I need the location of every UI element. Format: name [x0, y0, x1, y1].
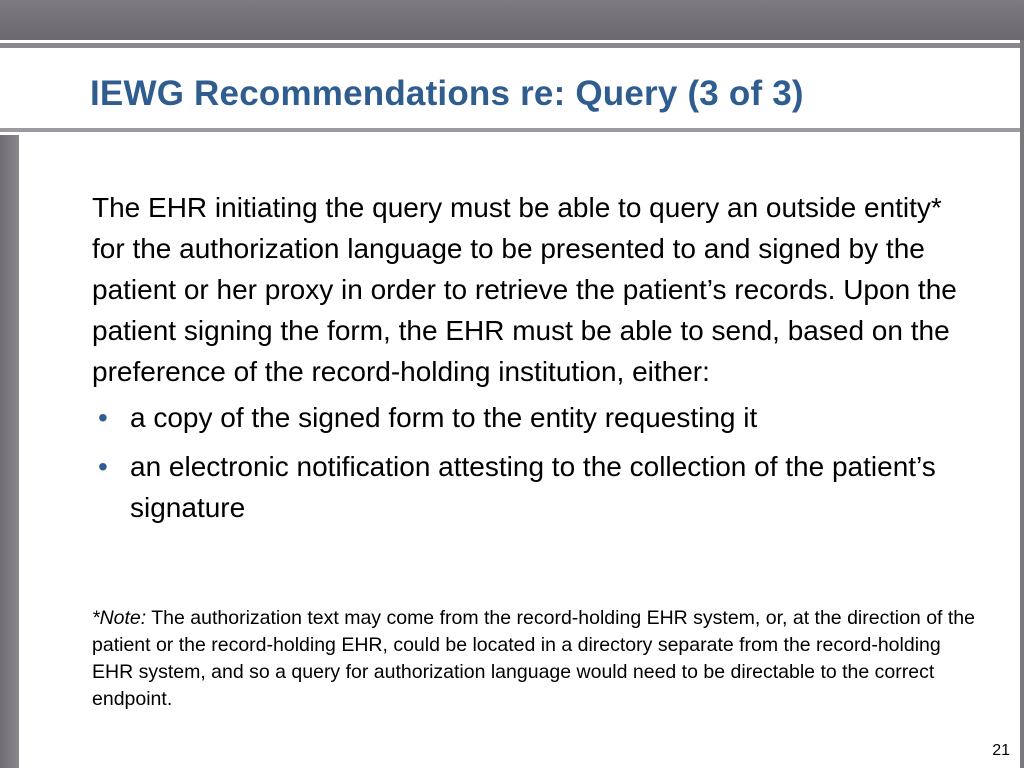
bullet-list [92, 397, 982, 528]
note-text: The authorization text may come from the record-holding EHR system, or, at the direction of the patient or the record-holding EHR, could be located in a directory separate from the record-holding EHR system, and so a query for authorization language would need to be directable to the correct endpoint. [92, 607, 975, 710]
bullet-text: a copy of the signed form to the entity requesting it [130, 402, 758, 433]
slide-body [92, 187, 982, 536]
note-label: *Note: [92, 607, 147, 629]
left-accent-bar [0, 135, 19, 768]
page-number: 21 [992, 742, 1010, 759]
bullet-icon: • [98, 402, 108, 433]
footnote [92, 605, 982, 713]
bullet-icon: • [98, 451, 108, 482]
bullet-text: an electronic notification attesting to the collection of the patient’s signature [130, 451, 936, 523]
intro-paragraph: The EHR initiating the query must be able to query an outside entity* for the authorization language to be presented to and signed by the patient or her proxy in order to retrieve the patient’s records. Upon the patient signing the form, the EHR must be able to send, based on the preference of the record-holding institution, either: [92, 192, 957, 387]
top-band [0, 0, 1024, 40]
bullet-item [92, 446, 982, 528]
bullet-item [92, 397, 982, 438]
right-frame [1020, 40, 1024, 768]
slide-title: IEWG Recommendations re: Query (3 of 3) [90, 74, 804, 113]
top-divider [0, 43, 1024, 48]
